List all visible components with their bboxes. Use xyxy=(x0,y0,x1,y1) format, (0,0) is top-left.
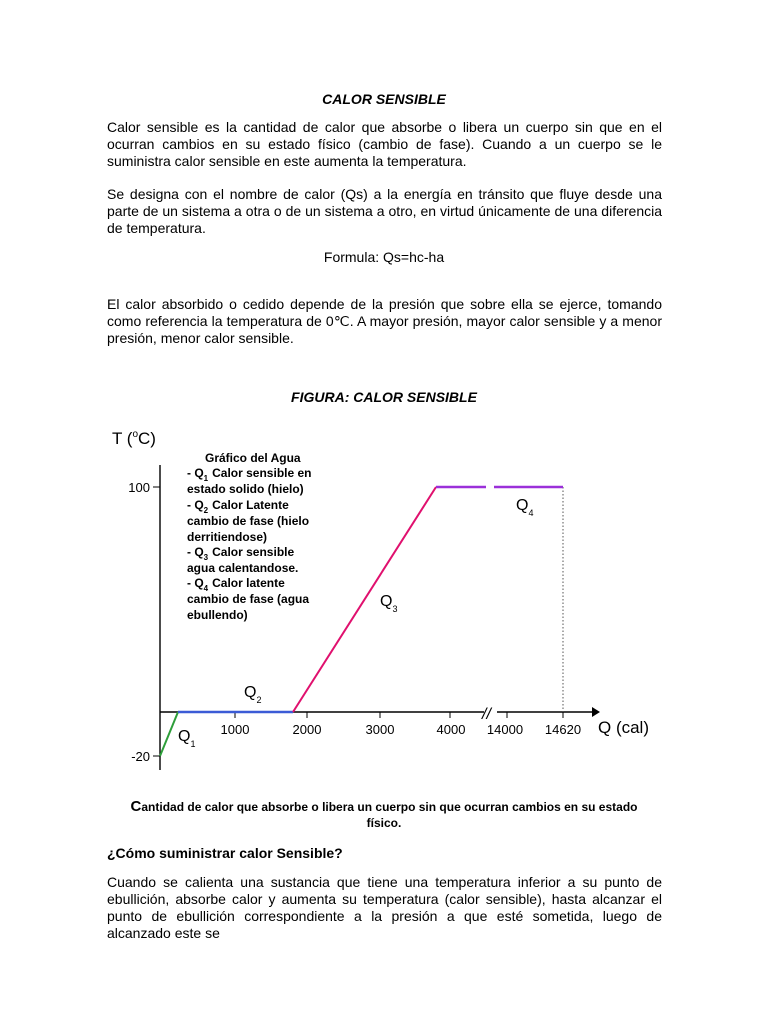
series-q1-line xyxy=(160,712,178,756)
legend-entry-q2: - $Q_2$ Calor Latente xyxy=(187,498,289,515)
paragraph-pressure: El calor absorbido o cedido depende de la presión que sobre ella se ejerce, tomando como referencia la temperatura de 0℃. A mayor presión, mayor calor sensible y a menor presión, menor calor sensible. xyxy=(107,296,662,346)
y-axis-label: T ($^o$C) xyxy=(112,429,156,448)
x-tick-label: 2000 xyxy=(292,722,322,737)
segment-label-q1: $Q_1$ xyxy=(178,728,196,749)
x-tick-label: 14620 xyxy=(544,722,582,737)
legend-entry-q3-cont: agua calentandose. xyxy=(187,561,299,575)
legend-entry-q4: - $Q_4$ Calor latente xyxy=(187,576,285,593)
section-heading: ¿Cómo suministrar calor Sensible? xyxy=(107,845,343,861)
caption-initial: C xyxy=(130,798,142,815)
x-tick-label: 14000 xyxy=(486,722,524,737)
paragraph-qs: Se designa con el nombre de calor (Qs) a la energía en tránsito que fluye desde una parte de un sistema a otra o de un sistema a otro, en virtud únicamente de una diferencia de temperatura. xyxy=(107,186,662,236)
legend-entry-q2-cont: cambio de fase (hielo xyxy=(187,514,310,528)
series-q3-line xyxy=(293,487,436,712)
legend-title: Gráfico del Agua xyxy=(205,451,301,465)
paragraph-how-to: Cuando se calienta una sustancia que tiene una temperatura inferior a su punto de ebullición, absorbe calor y aumenta su temperatura (calor sensible), hasta alcanzar el punto de ebullición correspondiente a la presión a que esté sometida, luego de alcanzado este se xyxy=(107,874,662,941)
legend-entry-q3: - $Q_3$ Calor sensible xyxy=(187,545,295,562)
figure-title: FIGURA: CALOR SENSIBLE xyxy=(291,389,477,405)
figure-caption xyxy=(118,799,650,831)
page-title: CALOR SENSIBLE xyxy=(322,91,446,107)
y-tick-label: -20 xyxy=(131,749,150,764)
axis-break-mark: // xyxy=(482,706,491,723)
x-tick-label: 4000 xyxy=(436,722,466,737)
x-tick-label: 1000 xyxy=(220,722,250,737)
legend-entry-q2-cont: derritiendose) xyxy=(187,530,268,544)
formula-line: Formula: Qs=hc-ha xyxy=(323,249,445,265)
x-axis-label: Q (cal) xyxy=(598,718,649,737)
chart-legend xyxy=(187,451,312,622)
segment-label-q2: $Q_2$ xyxy=(244,684,262,705)
legend-entry-q1-cont: estado solido (hielo) xyxy=(187,482,304,496)
x-axis-arrow xyxy=(592,707,600,717)
caption-text: antidad de calor que absorbe o libera un cuerpo sin que ocurran cambios en su estado físico. xyxy=(141,800,638,830)
x-tick-label: 3000 xyxy=(365,722,395,737)
legend-entry-q4-cont: cambio de fase (agua xyxy=(187,592,310,606)
calor-sensible-chart xyxy=(95,420,670,800)
segment-label-q4: $Q_4$ xyxy=(516,497,534,518)
y-tick-label: 100 xyxy=(128,480,150,495)
legend-entry-q4-cont: ebullendo) xyxy=(187,608,248,622)
legend-entry-q1: - $Q_1$ Calor sensible en xyxy=(187,466,312,483)
segment-label-q3: $Q_3$ xyxy=(380,593,398,614)
paragraph-definition: Calor sensible es la cantidad de calor que absorbe o libera un cuerpo sin que en el ocurran cambios en su estado físico (cambio de fase). Cuando a un cuerpo se le suministra calor sensible en este aumenta la temperatura. xyxy=(107,119,662,169)
